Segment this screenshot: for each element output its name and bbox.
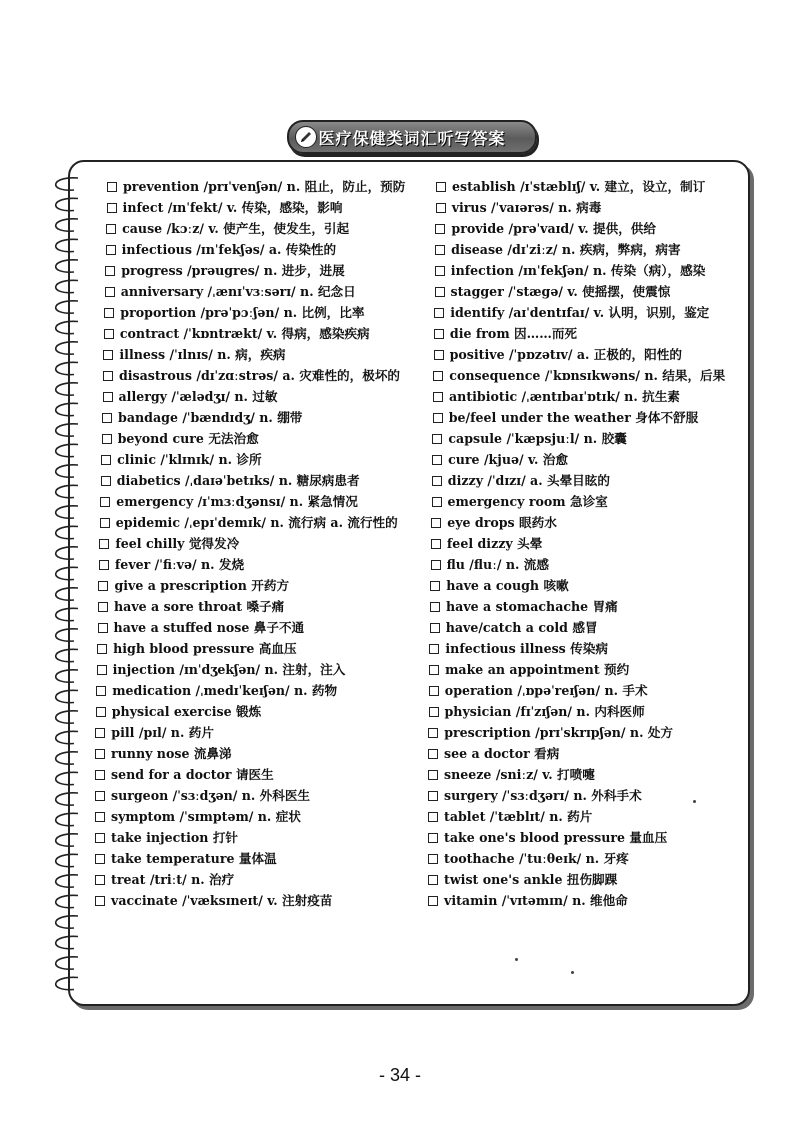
vocab-text: progress /prəugres/ n. 进步，进展 [121, 263, 345, 278]
vocab-text: infectious illness 传染病 [445, 641, 608, 656]
vocab-text: epidemic /ˌepɪˈdemɪk/ n. 流行病 a. 流行性的 [115, 515, 398, 530]
checkbox-icon[interactable] [103, 392, 113, 402]
vocab-entry [95, 323, 425, 344]
vocab-entry [95, 239, 425, 260]
checkbox-icon[interactable] [107, 203, 117, 213]
pen-icon [295, 126, 317, 148]
checkbox-icon[interactable] [428, 749, 438, 759]
spiral-ring [56, 608, 78, 620]
spiral-ring [56, 239, 78, 251]
spiral-ring [56, 424, 78, 436]
spiral-ring [56, 444, 78, 456]
spiral-ring [56, 629, 78, 641]
vocab-entry [428, 680, 758, 701]
vocab-text: make an appointment 预约 [445, 662, 630, 677]
spiral-ring [56, 178, 78, 190]
checkbox-icon[interactable] [428, 791, 438, 801]
spiral-ring [56, 875, 78, 887]
checkbox-icon[interactable] [100, 518, 110, 528]
spiral-ring [56, 813, 78, 825]
vocab-text: see a doctor 看病 [444, 746, 560, 761]
vocab-text: virus /ˈvaɪərəs/ n. 病毒 [451, 200, 602, 215]
checkbox-icon[interactable] [434, 329, 444, 339]
vocab-entry [428, 344, 758, 365]
checkbox-icon[interactable] [432, 434, 442, 444]
vocab-text: toothache /ˈtuːθeɪk/ n. 牙疼 [444, 851, 629, 866]
vocab-text: establish /ɪˈstæblɪʃ/ v. 建立，设立，制订 [452, 179, 706, 194]
checkbox-icon[interactable] [430, 581, 440, 591]
spiral-ring [56, 301, 78, 313]
spiral-ring [56, 772, 78, 784]
checkbox-icon[interactable] [433, 413, 443, 423]
spiral-ring [56, 670, 78, 682]
vocab-entry [428, 449, 758, 470]
vocab-entry [428, 365, 758, 386]
checkbox-icon[interactable] [436, 182, 446, 192]
vocab-entry [428, 848, 758, 869]
vocab-entry [428, 302, 758, 323]
checkbox-icon[interactable] [428, 812, 438, 822]
vocab-text: surgery /ˈsɜːdʒərɪ/ n. 外科手术 [444, 788, 642, 803]
vocab-text: stagger /ˈstægə/ v. 使摇摆，使震惊 [450, 284, 671, 299]
vocab-entry [428, 533, 758, 554]
vocab-entry [428, 386, 758, 407]
checkbox-icon[interactable] [429, 644, 439, 654]
vocab-text: operation /ˌɒpəˈreɪʃən/ n. 手术 [444, 683, 648, 698]
vocab-text: prescription /prɪˈskrɪpʃən/ n. 处方 [444, 725, 674, 740]
vocab-text: anniversary /ˌænɪˈvɜːsərɪ/ n. 纪念日 [120, 284, 356, 299]
vocab-entry [95, 617, 425, 638]
vocab-text: be/feel under the weather 身体不舒服 [448, 410, 699, 425]
checkbox-icon[interactable] [433, 371, 443, 381]
vocab-entry [95, 365, 425, 386]
vocab-entry [95, 701, 425, 722]
vocab-text: cure /kjuə/ v. 治愈 [448, 452, 568, 467]
page-number: - 34 - [378, 1065, 421, 1085]
vocab-text: take injection 打针 [111, 830, 239, 845]
checkbox-icon[interactable] [96, 686, 106, 696]
checkbox-icon[interactable] [104, 308, 114, 318]
spiral-ring [56, 465, 78, 477]
vocab-entry [95, 533, 425, 554]
decorative-dot [693, 800, 696, 803]
spiral-ring [56, 731, 78, 743]
checkbox-icon[interactable] [105, 266, 115, 276]
vocab-text: infection /ɪnˈfekʃən/ n. 传染（病），感染 [450, 263, 706, 278]
vocab-entry [428, 407, 758, 428]
checkbox-icon[interactable] [433, 392, 443, 402]
spiral-ring [56, 321, 78, 333]
spiral-ring [56, 383, 78, 395]
vocab-entry [95, 260, 425, 281]
vocab-entry [95, 302, 425, 323]
vocab-entry [95, 869, 425, 890]
vocab-text: treat /triːt/ n. 治疗 [111, 872, 235, 887]
vocab-entry [95, 176, 425, 197]
vocab-text: disastrous /dɪˈzɑːstrəs/ a. 灾难性的，极坏的 [118, 368, 401, 383]
spiral-ring [56, 752, 78, 764]
spiral-ring [56, 588, 78, 600]
vocab-entry [428, 176, 758, 197]
checkbox-icon[interactable] [428, 833, 438, 843]
section-title: 医疗保健类词汇听写答案 [318, 128, 506, 148]
checkbox-icon[interactable] [431, 539, 441, 549]
vocab-text: sneeze /sniːz/ v. 打喷嚏 [444, 767, 595, 782]
vocab-entry [428, 638, 758, 659]
vocab-entry [428, 890, 758, 911]
vocab-entry [428, 239, 758, 260]
checkbox-icon[interactable] [103, 350, 113, 360]
vocab-entry [428, 197, 758, 218]
vocab-text: illness /ˈɪlnɪs/ n. 病，疾病 [119, 347, 286, 362]
vocab-text: disease /dɪˈziːz/ n. 疾病，弊病，病害 [451, 242, 681, 257]
vocab-text: vitamin /ˈvɪtəmɪn/ n. 维他命 [444, 893, 628, 908]
vocab-entry [428, 575, 758, 596]
checkbox-icon[interactable] [95, 749, 105, 759]
vocab-text: provide /prəˈvaɪd/ v. 提供，供给 [451, 221, 656, 236]
vocab-text: die from 因……而死 [449, 326, 578, 341]
vocab-text: pill /pɪl/ n. 药片 [111, 725, 214, 740]
checkbox-icon[interactable] [101, 455, 111, 465]
vocab-entry [95, 806, 425, 827]
vocab-text: twist one's ankle 扭伤脚踝 [444, 872, 618, 887]
vocab-entry [95, 491, 425, 512]
vocab-text: positive /ˈpɒzətɪv/ a. 正极的，阳性的 [449, 347, 682, 362]
vocab-text: runny nose 流鼻涕 [111, 746, 232, 761]
vocab-text: injection /ɪnˈdʒekʃən/ n. 注射，注入 [112, 662, 346, 677]
vocab-entry [428, 491, 758, 512]
spiral-ring [56, 526, 78, 538]
checkbox-icon[interactable] [95, 728, 105, 738]
spiral-ring [56, 977, 78, 989]
checkbox-icon[interactable] [107, 182, 117, 192]
vocab-entry [428, 743, 758, 764]
checkbox-icon[interactable] [429, 707, 439, 717]
spiral-binding [30, 160, 90, 1000]
vocab-entry [95, 449, 425, 470]
checkbox-icon[interactable] [99, 539, 109, 549]
checkbox-icon[interactable] [98, 581, 108, 591]
checkbox-icon[interactable] [106, 245, 116, 255]
spiral-ring [56, 547, 78, 559]
vocab-entry [95, 638, 425, 659]
vocab-text: give a prescription 开药方 [114, 578, 290, 593]
checkbox-icon[interactable] [95, 854, 105, 864]
spiral-ring [56, 916, 78, 928]
vocab-entry [95, 596, 425, 617]
spiral-ring [56, 690, 78, 702]
vocab-entry [428, 785, 758, 806]
spiral-ring [56, 260, 78, 272]
vocab-text: high blood pressure 高血压 [113, 641, 297, 656]
vocab-entry [95, 575, 425, 596]
vocab-list-right [428, 176, 758, 911]
spiral-ring [56, 198, 78, 210]
checkbox-icon[interactable] [101, 476, 111, 486]
vocab-entry [428, 218, 758, 239]
vocab-text: have a cough 咳嗽 [446, 578, 569, 593]
spiral-ring [56, 834, 78, 846]
vocab-text: symptom /ˈsɪmptəm/ n. 症状 [111, 809, 301, 824]
vocab-text: surgeon /ˈsɜːdʒən/ n. 外科医生 [111, 788, 311, 803]
checkbox-icon[interactable] [104, 329, 114, 339]
checkbox-icon[interactable] [95, 770, 105, 780]
vocab-text: have a stuffed nose 鼻子不通 [113, 620, 305, 635]
checkbox-icon[interactable] [436, 203, 446, 213]
spiral-ring [56, 895, 78, 907]
vocab-text: diabetics /ˌdaɪəˈbetɪks/ n. 糖尿病患者 [116, 473, 360, 488]
spiral-ring [56, 567, 78, 579]
spiral-ring [56, 854, 78, 866]
vocab-entry [95, 281, 425, 302]
vocab-entry [95, 722, 425, 743]
vocab-entry [95, 764, 425, 785]
vocab-entry [95, 680, 425, 701]
section-title-banner [287, 120, 537, 154]
vocab-entry [428, 260, 758, 281]
vocab-entry [428, 806, 758, 827]
vocab-text: take temperature 量体温 [111, 851, 277, 866]
spiral-ring [56, 506, 78, 518]
vocab-entry [428, 827, 758, 848]
vocab-text: infectious /ɪnˈfekʃəs/ a. 传染性的 [121, 242, 337, 257]
spiral-ring [56, 649, 78, 661]
checkbox-icon[interactable] [435, 245, 445, 255]
checkbox-icon[interactable] [435, 266, 445, 276]
spiral-ring [56, 403, 78, 415]
checkbox-icon[interactable] [99, 560, 109, 570]
vocab-entry [428, 554, 758, 575]
decorative-dot [515, 958, 518, 961]
vocab-text: antibiotic /ˌæntɪbaɪˈɒtɪk/ n. 抗生素 [449, 389, 680, 404]
vocab-entry [428, 764, 758, 785]
checkbox-icon[interactable] [432, 476, 442, 486]
vocab-entry [95, 386, 425, 407]
vocab-entry [428, 701, 758, 722]
vocab-entry [95, 344, 425, 365]
checkbox-icon[interactable] [428, 770, 438, 780]
vocab-text: identify /aɪˈdentɪfaɪ/ v. 认明，识别，鉴定 [450, 305, 710, 320]
checkbox-icon[interactable] [102, 413, 112, 423]
vocab-list-left [95, 176, 425, 911]
checkbox-icon[interactable] [102, 434, 112, 444]
spiral-ring [56, 219, 78, 231]
vocab-entry [428, 281, 758, 302]
vocab-text: fever /ˈfiːvə/ n. 发烧 [114, 557, 245, 572]
vocab-entry [95, 554, 425, 575]
checkbox-icon[interactable] [428, 875, 438, 885]
vocab-entry [95, 428, 425, 449]
decorative-dot [571, 971, 574, 974]
vocab-entry [95, 197, 425, 218]
checkbox-icon[interactable] [434, 308, 444, 318]
checkbox-icon[interactable] [95, 896, 105, 906]
vocab-text: tablet /ˈtæblɪt/ n. 药片 [444, 809, 593, 824]
checkbox-icon[interactable] [103, 371, 113, 381]
vocab-entry [428, 722, 758, 743]
checkbox-icon[interactable] [100, 497, 110, 507]
spiral-ring [56, 793, 78, 805]
vocab-entry [95, 890, 425, 911]
vocab-entry [428, 617, 758, 638]
checkbox-icon[interactable] [430, 602, 440, 612]
checkbox-icon[interactable] [432, 455, 442, 465]
vocab-entry [95, 218, 425, 239]
vocab-text: cause /kɔːz/ v. 使产生，使发生，引起 [122, 221, 350, 236]
checkbox-icon[interactable] [428, 854, 438, 864]
vocab-text: feel dizzy 头晕 [446, 536, 543, 551]
vocab-text: have a sore throat 嗓子痛 [114, 599, 285, 614]
checkbox-icon[interactable] [431, 518, 441, 528]
vocab-text: send for a doctor 请医生 [111, 767, 274, 782]
checkbox-icon[interactable] [434, 350, 444, 360]
checkbox-icon[interactable] [95, 875, 105, 885]
vocab-entry [428, 428, 758, 449]
spiral-ring [56, 342, 78, 354]
vocab-text: emergency /ɪˈmɜːdʒənsɪ/ n. 紧急情况 [116, 494, 358, 509]
checkbox-icon[interactable] [98, 602, 108, 612]
spiral-ring [56, 936, 78, 948]
vocab-entry [428, 470, 758, 491]
vocab-text: consequence /ˈkɒnsɪkwəns/ n. 结果，后果 [449, 368, 726, 383]
checkbox-icon[interactable] [97, 644, 107, 654]
vocab-text: eye drops 眼药水 [447, 515, 557, 530]
vocab-entry [95, 743, 425, 764]
checkbox-icon[interactable] [95, 812, 105, 822]
vocab-text: have a stomachache 胃痛 [446, 599, 618, 614]
vocab-entry [428, 659, 758, 680]
checkbox-icon[interactable] [96, 707, 106, 717]
vocab-text: capsule /ˈkæpsjuːl/ n. 胶囊 [448, 431, 627, 446]
checkbox-icon[interactable] [435, 287, 445, 297]
vocab-text: contract /ˈkɒntrækt/ v. 得病，感染疾病 [119, 326, 370, 341]
vocab-entry [428, 323, 758, 344]
checkbox-icon[interactable] [430, 623, 440, 633]
vocab-entry [95, 407, 425, 428]
checkbox-icon[interactable] [428, 728, 438, 738]
vocab-text: infect /ɪnˈfekt/ v. 传染，感染，影响 [122, 200, 343, 215]
vocab-text: proportion /prəˈpɔːʃən/ n. 比例，比率 [120, 305, 365, 320]
checkbox-icon[interactable] [98, 623, 108, 633]
vocab-entry [428, 512, 758, 533]
checkbox-icon[interactable] [97, 665, 107, 675]
vocab-entry [95, 848, 425, 869]
vocab-entry [95, 470, 425, 491]
vocab-entry [95, 512, 425, 533]
vocab-entry [428, 596, 758, 617]
vocab-text: take one's blood pressure 量血压 [444, 830, 668, 845]
checkbox-icon[interactable] [432, 497, 442, 507]
vocab-text: physical exercise 锻炼 [111, 704, 262, 719]
checkbox-icon[interactable] [429, 686, 439, 696]
checkbox-icon[interactable] [106, 224, 116, 234]
checkbox-icon[interactable] [105, 287, 115, 297]
vocab-text: physician /fɪˈzɪʃən/ n. 内科医师 [444, 704, 645, 719]
spiral-ring [56, 362, 78, 374]
checkbox-icon[interactable] [428, 896, 438, 906]
spiral-ring [56, 485, 78, 497]
checkbox-icon[interactable] [429, 665, 439, 675]
vocab-text: bandage /ˈbændɪdʒ/ n. 绷带 [118, 410, 303, 425]
vocab-entry [95, 827, 425, 848]
checkbox-icon[interactable] [95, 833, 105, 843]
checkbox-icon[interactable] [95, 791, 105, 801]
vocab-text: prevention /prɪˈvenʃən/ n. 阻止，防止，预防 [123, 179, 406, 194]
vocab-text: beyond cure 无法治愈 [117, 431, 259, 446]
vocab-entry [95, 785, 425, 806]
vocab-text: dizzy /ˈdɪzɪ/ a. 头晕目眩的 [447, 473, 610, 488]
vocab-text: allergy /ˈælədʒɪ/ n. 过敏 [118, 389, 278, 404]
vocab-text: emergency room 急诊室 [447, 494, 608, 509]
vocab-text: flu /fluː/ n. 流感 [446, 557, 549, 572]
checkbox-icon[interactable] [431, 560, 441, 570]
vocab-entry [428, 869, 758, 890]
vocab-text: have/catch a cold 感冒 [445, 620, 598, 635]
vocab-text: clinic /ˈklɪnɪk/ n. 诊所 [117, 452, 262, 467]
vocab-text: vaccinate /ˈvæksɪneɪt/ v. 注射疫苗 [111, 893, 333, 908]
spiral-ring [56, 711, 78, 723]
spiral-ring [56, 280, 78, 292]
checkbox-icon[interactable] [435, 224, 445, 234]
vocab-text: feel chilly 觉得发冷 [115, 536, 240, 551]
spiral-ring [56, 957, 78, 969]
vocab-entry [95, 659, 425, 680]
vocab-text: medication /ˌmedɪˈkeɪʃən/ n. 药物 [112, 683, 338, 698]
